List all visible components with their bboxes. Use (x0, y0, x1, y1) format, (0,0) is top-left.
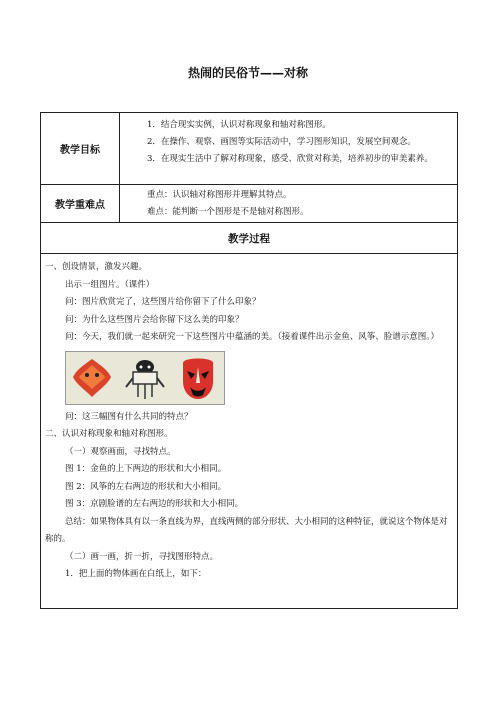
keypoint-item: 重点：认识轴对称图形并理解其特点。 (147, 190, 292, 200)
goals-content (120, 113, 457, 184)
goals-label: 教学目标 (41, 113, 120, 184)
keypoint-item: 难点：能判断一个图形是不是轴对称图形。 (147, 207, 309, 217)
keypoints-label: 教学重难点 (41, 185, 120, 222)
section-heading: 二、认识对称现象和轴对称图形。 (45, 429, 173, 439)
process-line: （二）画一画，折一折，寻找图形特点。 (65, 551, 219, 562)
goal-item: 1．结合现实实例，认识对称现象和轴对称图形。 (147, 120, 331, 130)
process-line: 图 1：金鱼的上下两边的形状和大小相同。 (65, 464, 227, 474)
process-line: 问：图片欣赏完了，这些图片给你留下了什么印象？ (65, 297, 261, 307)
process-line: 出示一组图片。（课件） (65, 279, 155, 290)
keypoints-row (41, 185, 457, 223)
process-line: 问：今天，我们就一起来研究一下这些图片中蕴涵的美。（接着课件出示金鱼、风筝、脸谱示意图。） (65, 332, 440, 342)
process-row (41, 223, 457, 608)
goal-item: 2．在操作、观察、画图等实际活动中，学习图形知识，发展空间观念。 (147, 137, 416, 147)
goldfish-image (66, 352, 119, 404)
kite-image (119, 352, 172, 404)
process-header: 教学过程 (41, 223, 457, 254)
lesson-plan-table (40, 112, 458, 609)
goals-row (41, 113, 457, 185)
symmetry-images (65, 351, 225, 405)
goal-item: 3．在现实生活中了解对称现象，感受、欣赏对称美，培养初步的审美素养。 (147, 154, 433, 164)
process-body (41, 254, 457, 608)
process-line: 图 3：京剧脸谱的左右两边的形状和大小相同。 (65, 499, 244, 509)
process-line: 图 2：风筝的左右两边的形状和大小相同。 (65, 481, 227, 492)
opera-mask-image (171, 352, 224, 404)
keypoints-content (120, 185, 457, 222)
process-line: 问：这三幅图有什么共同的特点？ (65, 411, 193, 422)
page-title: 热闹的民俗节——对称 (187, 66, 308, 80)
process-line: 1．把上面的物体画在白纸上，如下： (65, 569, 207, 579)
section-heading: 一、创设情景，激发兴趣。 (45, 262, 148, 272)
process-line: （一）观察画面，寻找特点。 (65, 446, 176, 457)
process-line: 问：为什么这些图片会给你留下这么美的印象？ (65, 314, 244, 325)
process-line: 总结：如果物体具有以一条直线为界，直线两侧的部分形状、大小相同的这种特征，就说这个物体是对称的。 (45, 516, 448, 544)
